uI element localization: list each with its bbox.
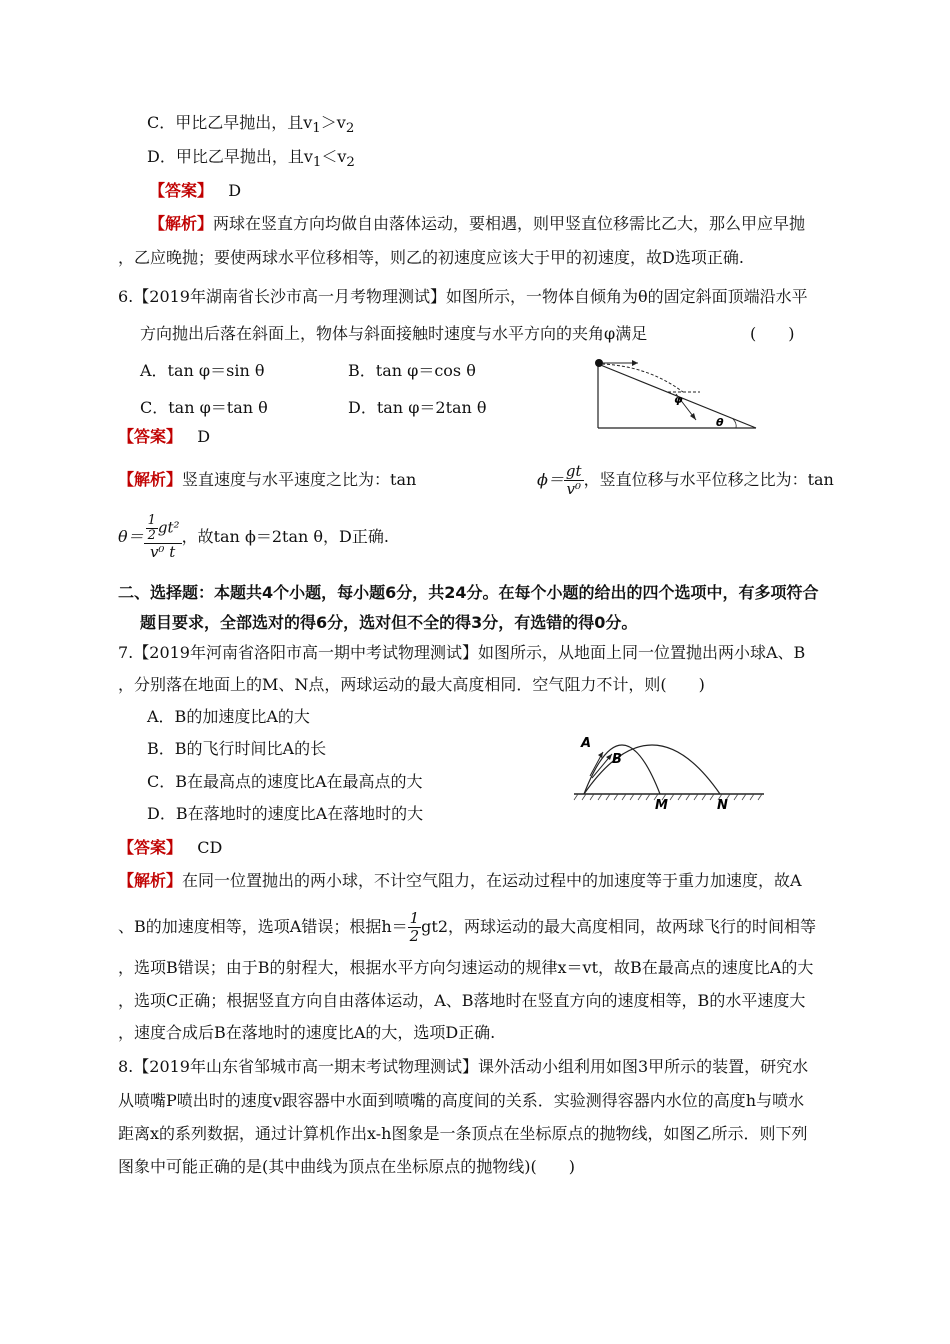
- phi-label: φ: [674, 393, 683, 406]
- q6-analysis-line1: 【解析】竖直速度与水平速度之比为：tan: [118, 470, 417, 489]
- q6-analysis-line3: θ＝ $\frac{1}{2}$ gt² v⁰ t ，故tan ϕ＝2tan θ，D正确.: [118, 513, 389, 561]
- q5-answer: 【答案】 D: [149, 181, 242, 200]
- q6-option-a: A．tan φ＝sin θ: [140, 361, 265, 380]
- q7-analysis-line4: ，选项C正确；根据竖直方向自由落体运动，A、B落地时在竖直方向的速度相等，B的水平速度大: [118, 991, 806, 1010]
- q6-answer-blank: ( ): [750, 324, 795, 343]
- fraction-one-half: $\frac{1}{2}$: [409, 909, 420, 945]
- arrow-head-icon: [632, 360, 638, 366]
- q7-analysis-line5: ，速度合成后B在落地时的速度比A的大，选项D正确.: [118, 1023, 496, 1042]
- label-n: N: [717, 798, 728, 813]
- q5-option-d: D．甲比乙早抛出，且$v_1<v_2$: [147, 147, 355, 171]
- q6-stem-line1: 6.【2019年湖南省长沙市高一月考物理测试】如图所示，一物体自倾角为θ的固定斜面顶端沿水平: [118, 287, 808, 306]
- q8-stem-line2: 从喷嘴P喷出时的速度v跟容器中水面到喷嘴的高度间的关系．实验测得容器内水位的高度h与喷水: [118, 1091, 805, 1110]
- q6-option-d: D．tan φ＝2tan θ: [348, 398, 487, 417]
- q7-stem-line1: 7.【2019年河南省洛阳市高一期中考试物理测试】如图所示，从地面上同一位置抛出两小球A、B: [118, 643, 806, 662]
- q6-incline-figure: [588, 354, 768, 436]
- section2-heading-line1: 二、选择题：本题共4个小题，每小题6分，共24分。在每个小题的给出的四个选项中，有多项符合: [118, 583, 819, 602]
- q7-answer: 【答案】 CD: [118, 838, 223, 857]
- q7-analysis-line2: 、B的加速度相等，选项A错误；根据h＝ $\frac{1}{2}$ gt2，两球运动的最大高度相同，故两球飞行的时间相等: [118, 909, 817, 945]
- q7-option-c: C．B在最高点的速度比A在最高点的大: [147, 772, 423, 791]
- theta-label: θ: [716, 416, 724, 429]
- label-m: M: [655, 798, 668, 813]
- fraction-half-gt2-over-vt: $\frac{1}{2}$ gt² v⁰ t: [144, 514, 182, 561]
- q8-stem-line3: 距离x的系列数据，通过计算机作出x-h图象是一条顶点在坐标原点的抛物线，如图乙所示．则下列: [118, 1124, 808, 1143]
- trajectory-b: [584, 745, 720, 794]
- q6-stem-line2: 方向抛出后落在斜面上，物体与斜面接触时速度与水平方向的夹角φ满足: [140, 324, 648, 343]
- q7-option-d: D．B在落地时的速度比A在落地时的大: [147, 804, 424, 823]
- q7-analysis-line3: ，选项B错误；由于B的射程大，根据水平方向匀速运动的规律x＝vt，故B在最高点的速度比A的大: [118, 958, 814, 977]
- q6-analysis-formula1: ϕ＝ $\frac{gt}{\text{v⁰}}$ ，竖直位移与水平位移之比为：tan: [537, 462, 834, 498]
- q8-stem-line1: 8.【2019年山东省邹城市高一期末考试物理测试】课外活动小组利用如图3甲所示的装置，研究水: [118, 1057, 809, 1076]
- q7-stem-line2: ，分别落在地面上的M、N点，两球运动的最大高度相同．空气阻力不计，则( ): [118, 675, 705, 694]
- trajectory-dashed: [602, 364, 683, 392]
- ball: [595, 359, 603, 367]
- q7-analysis-line1: 【解析】在同一位置抛出的两小球，不计空气阻力，在运动过程中的加速度等于重力加速度，故A: [118, 871, 802, 890]
- q5-analysis-line1: 【解析】两球在竖直方向均做自由落体运动，要相遇，则甲竖直位移需比乙大，那么甲应早抛: [149, 214, 806, 233]
- q6-answer: 【答案】 D: [118, 427, 211, 446]
- fraction-gt-over-v: $\frac{gt}{\text{v⁰}}$: [565, 462, 582, 498]
- q8-stem-line4: 图象中可能正确的是(其中曲线为顶点在坐标原点的抛物线)( ): [118, 1157, 575, 1176]
- q6-option-b: B．tan φ＝cos θ: [348, 361, 476, 380]
- q7-option-a: A．B的加速度比A的大: [147, 707, 310, 726]
- trajectory-a: [584, 745, 660, 794]
- section2-heading-line2: 题目要求，全部选对的得6分，选对但不全的得3分，有选错的得0分。: [140, 613, 638, 632]
- q7-projectile-figure: [570, 716, 770, 814]
- q5-analysis-line2: ，乙应晚抛；要使两球水平位移相等，则乙的初速度应该大于甲的初速度，故D选项正确.: [118, 248, 744, 267]
- q6-option-c: C．tan φ＝tan θ: [140, 398, 268, 417]
- ground-hatching: [574, 794, 762, 800]
- q7-option-b: B．B的飞行时间比A的长: [147, 739, 327, 758]
- q5-option-c: C．甲比乙早抛出，且$v_1>v_2$: [147, 113, 355, 137]
- label-a: A: [581, 736, 592, 751]
- label-b: B: [612, 752, 622, 767]
